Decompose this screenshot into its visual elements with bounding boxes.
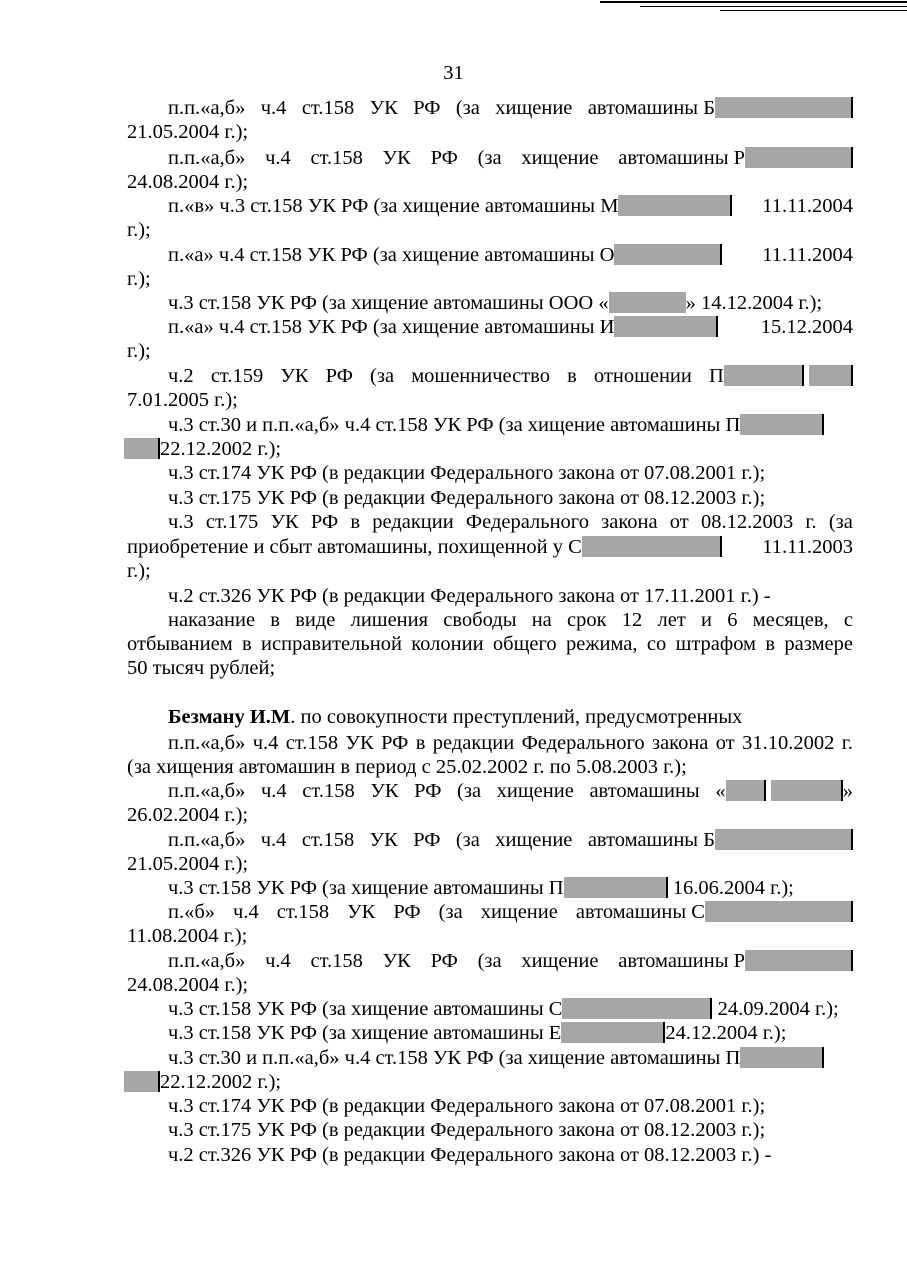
redaction-block	[715, 97, 853, 118]
s1-line-10: п.«а» ч.4 ст.158 УК РФ (за хищение автомашины И 15.12.2004	[168, 316, 853, 338]
s1-line-14: ч.3 ст.30 и п.п.«а,б» ч.4 ст.158 УК РФ (за хищение автомашины П	[168, 413, 824, 437]
s2-line-9: 11.08.2004 г.);	[127, 925, 248, 947]
s2-line-5: п.п.«а,б» ч.4 ст.158 УК РФ (за хищение автомашины Б	[168, 828, 853, 852]
s2-line-18: ч.2 ст.326 УК РФ (в редакции Федерального закона от 08.12.2003 г.) -	[168, 1144, 772, 1166]
s1-line-2: 21.05.2004 г.);	[127, 121, 249, 143]
redaction-block	[740, 1047, 824, 1068]
redaction-block	[609, 292, 686, 313]
redaction-block	[124, 438, 160, 459]
redaction-block	[582, 536, 722, 557]
redaction-block	[715, 829, 853, 850]
s1-line-5: п.«в» ч.3 ст.158 УК РФ (за хищение автомашины М 11.11.2004	[168, 195, 853, 217]
s2-line-16: ч.3 ст.174 УК РФ (в редакции Федерального закона от 07.08.2001 г.);	[168, 1095, 766, 1117]
s1-line-18: ч.3 ст.175 УК РФ в редакции Федерального закона от 08.12.2003 г. (за	[168, 511, 853, 533]
s2-line-7: ч.3 ст.158 УК РФ (за хищение автомашины П 16.06.2004 г.);	[168, 877, 794, 899]
s1-line-17: ч.3 ст.175 УК РФ (в редакции Федерального закона от 08.12.2003 г.);	[168, 487, 766, 509]
redaction-block	[562, 998, 712, 1019]
s2-line-10: п.п.«а,б» ч.4 ст.158 УК РФ (за хищение автомашины Р	[168, 949, 853, 973]
s2-line-4: 26.02.2004 г.);	[127, 804, 249, 826]
page-number: 31	[443, 62, 464, 84]
s1-line-24: 50 тысяч рублей;	[127, 657, 276, 679]
s1-line-20: г.);	[127, 560, 151, 582]
s1-line-22: наказание в виде лишения свободы на срок 12 лет и 6 месяцев, с	[168, 609, 853, 631]
redaction-block	[745, 950, 853, 971]
s2-line-1: п.п.«а,б» ч.4 ст.158 УК РФ в редакции Федерального закона от 31.10.2002 г.	[168, 732, 853, 754]
s1-line-11: г.);	[127, 340, 151, 362]
redaction-block	[614, 244, 722, 265]
s1-line-12: ч.2 ст.159 УК РФ (за мошенничество в отношении П	[168, 364, 853, 388]
s2-line-13: ч.3 ст.158 УК РФ (за хищение автомашины Е 24.12.2004 г.);	[168, 1022, 787, 1044]
redaction-block	[124, 1071, 160, 1092]
s2-line-11: 24.08.2004 г.);	[127, 974, 249, 996]
s2-line-17: ч.3 ст.175 УК РФ (в редакции Федерального закона от 08.12.2003 г.);	[168, 1119, 766, 1141]
s1-line-3: п.п.«а,б» ч.4 ст.158 УК РФ (за хищение автомашины Р	[168, 146, 853, 170]
s2-line-6: 21.05.2004 г.);	[127, 853, 249, 875]
redaction-block	[561, 1022, 665, 1043]
redaction-block	[705, 901, 853, 922]
redaction-block	[726, 780, 766, 801]
s2-line-12: ч.3 ст.158 УК РФ (за хищение автомашины С 24.09.2004 г.);	[168, 998, 839, 1020]
redaction-block	[740, 414, 824, 435]
defendant-name: Безману И.М	[168, 706, 291, 728]
s1-line-23: отбыванием в исправительной колонии общего режима, со штрафом в размере	[127, 633, 853, 655]
s1-line-1: п.п.«а,б» ч.4 ст.158 УК РФ (за хищение автомашины Б	[168, 96, 853, 120]
redaction-block	[618, 195, 732, 216]
redaction-block	[724, 365, 804, 386]
redaction-block	[809, 365, 853, 386]
s2-line-8: п.«б» ч.4 ст.158 УК РФ (за хищение автомашины С	[168, 900, 853, 924]
s1-line-8: г.);	[127, 268, 151, 290]
redaction-block	[745, 147, 853, 168]
s1-line-4: 24.08.2004 г.);	[127, 171, 249, 193]
s2-heading: Безману И.М. по совокупности преступлений, предусмотренных	[168, 706, 743, 728]
s1-line-9: ч.3 ст.158 УК РФ (за хищение автомашины ООО « » 14.12.2004 г.);	[168, 292, 823, 314]
s1-line-21: ч.2 ст.326 УК РФ (в редакции Федерального закона от 17.11.2001 г.) -	[168, 585, 771, 607]
s2-line-14: ч.3 ст.30 и п.п.«а,б» ч.4 ст.158 УК РФ (за хищение автомашины П	[168, 1046, 824, 1070]
redaction-block	[771, 780, 843, 801]
s2-line-15: 22.12.2002 г.);	[124, 1070, 281, 1094]
scan-corner-lines	[600, 0, 907, 16]
s2-line-3: п.п.«а,б» ч.4 ст.158 УК РФ (за хищение автомашины « »	[168, 780, 853, 802]
s1-line-6: г.);	[127, 219, 151, 241]
s1-line-15: 22.12.2002 г.);	[124, 437, 281, 461]
s2-line-2: (за хищения автомашин в период с 25.02.2002 г. по 5.08.2003 г.);	[127, 756, 687, 778]
s1-line-7: п.«а» ч.4 ст.158 УК РФ (за хищение автомашины О 11.11.2004	[168, 244, 853, 266]
s1-line-16: ч.3 ст.174 УК РФ (в редакции Федерального закона от 07.08.2001 г.);	[168, 462, 766, 484]
s1-line-13: 7.01.2005 г.);	[127, 389, 238, 411]
s1-line-19: приобретение и сбыт автомашины, похищенной у С 11.11.2003	[127, 536, 853, 558]
redaction-block	[564, 877, 668, 898]
redaction-block	[614, 316, 718, 337]
